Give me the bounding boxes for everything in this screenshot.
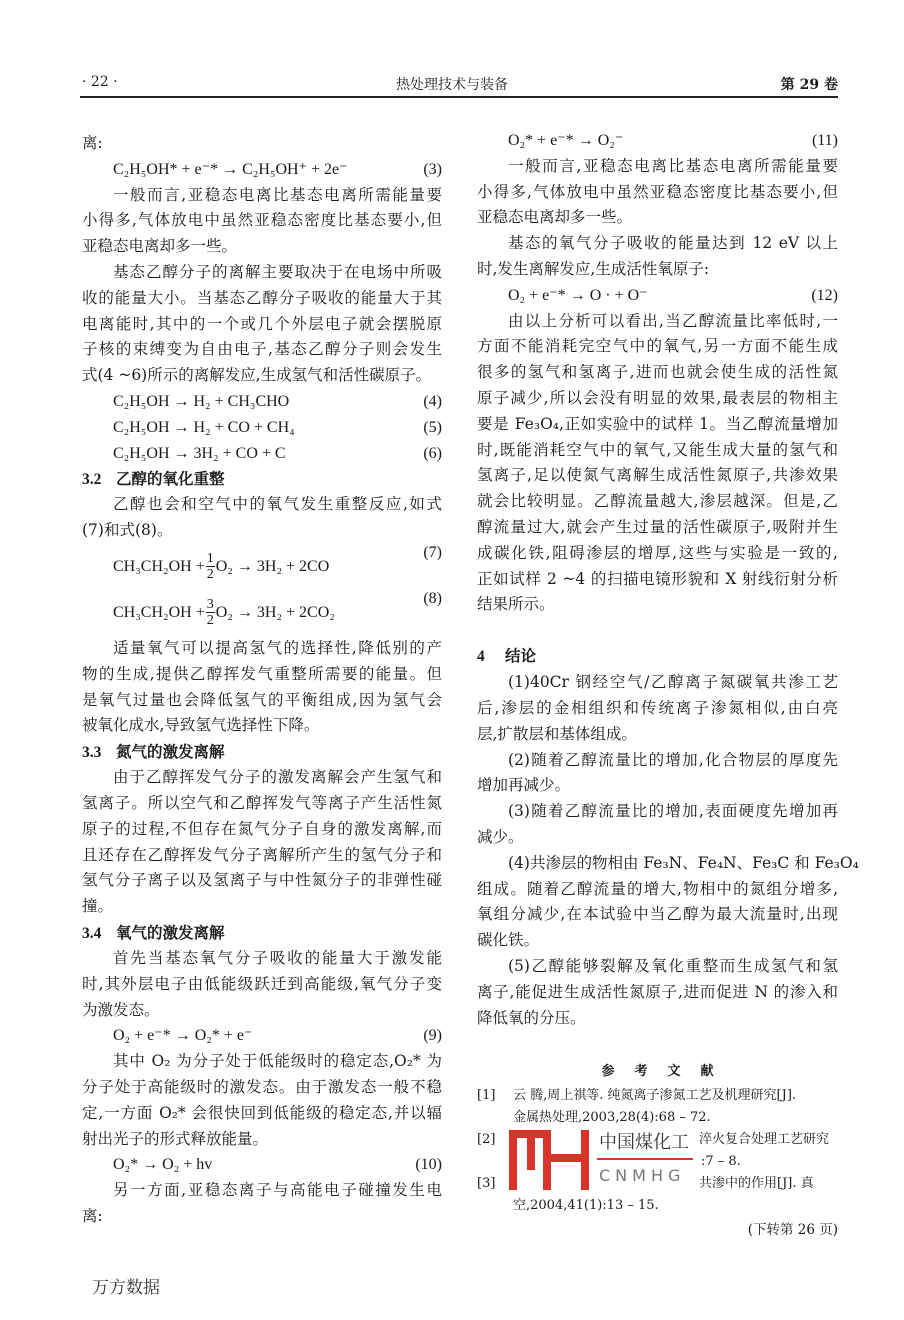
- equation-number: (11): [811, 132, 838, 149]
- text-line: 正如试样 2 ~4 的扫描电镜形貌和 X 射线衍射分析: [477, 569, 838, 588]
- equation-number: (12): [811, 286, 838, 304]
- paragraph: [477, 309, 838, 619]
- text-line: 由于乙醇挥发气分子的激发离解会产生氢气和: [113, 768, 442, 787]
- equation-prefix: CH₃CH₂OH +: [113, 557, 205, 575]
- text-line: 层,扩散层和基体组成。: [477, 724, 637, 743]
- equation-body: O₂ + e⁻* → O · + O⁻: [508, 286, 648, 304]
- text-line: 要是 Fe₃O₄,正如实验中的试样 1。当乙醇流量增加: [477, 414, 838, 433]
- paragraph: [82, 183, 442, 260]
- section-heading: [82, 920, 442, 946]
- section-number: 4: [477, 648, 485, 666]
- text-line: (4)共渗层的物相由 Fe₃N、Fe₄N、Fe₃C 和 Fe₃O₄: [508, 853, 859, 872]
- text-line: 氢离子。所以空气和乙醇挥发气等离子产生活性氮: [82, 793, 442, 812]
- reference-line: 金属热处理,2003,28(4):68 – 72.: [513, 1110, 711, 1126]
- paragraph: [477, 231, 838, 283]
- text-line: 原子的过程,不但存在氮气分子自身的激发离解,而: [82, 819, 442, 838]
- equation: [82, 157, 442, 183]
- fraction: [206, 551, 215, 582]
- journal-title: 热处理技术与装备: [396, 77, 508, 93]
- paragraph: [82, 1178, 442, 1230]
- page-number: · 22 ·: [82, 74, 118, 90]
- fraction-numerator: 1: [206, 551, 214, 567]
- text-line: 射出光子的形式释放能量。: [82, 1129, 269, 1148]
- equation: [477, 128, 838, 154]
- section-number: 3.2: [82, 471, 102, 489]
- fraction-denominator: 2: [206, 613, 214, 629]
- section-heading: [82, 739, 442, 765]
- watermark-logo: [505, 1126, 695, 1194]
- text-line: 是氧气过量也会降低氢气的平衡组成,因为氢气会: [82, 690, 442, 709]
- equation-number: (3): [423, 160, 442, 178]
- equation: [82, 415, 442, 441]
- text-line: 收的能量大小。当基态乙醇分子吸收的能量大于其: [82, 288, 442, 307]
- text-line: 减少。: [477, 827, 524, 846]
- equation: [82, 1152, 442, 1178]
- reference-line: 淬火复合处理工艺研究: [699, 1132, 830, 1148]
- text-line: 由以上分析可以看出,当乙醇流量比率低时,一: [508, 311, 838, 330]
- fraction-numerator: 3: [206, 597, 214, 613]
- left-column: [82, 131, 442, 1230]
- text-line: 氢离子,足以使氮气离解生成活性氮原子,共渗效果: [477, 466, 838, 485]
- watermark-underline: [597, 1158, 693, 1160]
- text-line: 组成。随着乙醇流量的增大,物相中的氮组分增多,: [477, 879, 838, 898]
- text-line: 被氧化成水,导致氢气选择性下降。: [82, 716, 320, 735]
- paragraph: [82, 492, 442, 544]
- equation-number: (10): [415, 1156, 442, 1174]
- equation: [82, 544, 442, 590]
- paragraph: [477, 670, 838, 747]
- text-line: 为激发态。: [82, 1000, 160, 1019]
- text-line: 一般而言,亚稳态电离比基态电离所需能量要: [508, 156, 838, 175]
- reference-line: :7 – 8.: [701, 1154, 741, 1170]
- equation: [82, 441, 442, 467]
- continued-note: (下转第 26 页): [747, 1222, 838, 1239]
- text-line: 另一方面,亚稳态离子与高能电子碰撞发生电: [113, 1181, 442, 1200]
- section-number: 3.3: [82, 744, 102, 762]
- section-title: 氮气的激发离解: [116, 742, 225, 762]
- footer-source: 万方数据: [92, 1278, 160, 1298]
- text-line: 定,一方面 O₂* 会很快回到低能级的稳定态,并以辐: [82, 1103, 442, 1122]
- text-line: 方面不能消耗完空气中的氧气,另一方面不能生成: [477, 337, 838, 356]
- equation-body: O₂ + e⁻* → O₂* + e⁻: [113, 1027, 253, 1045]
- text-line: 醇流量过大,就会产生过量的活性碳原子,吸附并生: [477, 517, 838, 536]
- equation-prefix: CH₃CH₂OH +: [113, 603, 205, 621]
- equation-number: (4): [423, 392, 442, 410]
- text-line: 首先当基态氧气分子吸收的能量大于激发能: [113, 948, 442, 967]
- paragraph: [477, 851, 859, 954]
- text-line: 基态乙醇分子的离解主要取决于在电场中所吸: [113, 262, 442, 281]
- equation-body: C₂H₅OH* + e⁻* → C₂H₅OH⁺ + 2e⁻: [113, 160, 348, 178]
- text-line: 碳化铁。: [477, 931, 540, 950]
- text-line: 基态的氧气分子吸收的能量达到 12 eV 以上: [508, 234, 838, 253]
- text-line: 时,其外层电子由低能级跃迁到高能级,氧气分子变: [82, 974, 442, 993]
- text-line: 小得多,气体放电中虽然亚稳态密度比基态要小,但: [477, 182, 838, 201]
- text-line: 分子处于高能级时的激发态。由于激发态一般不稳: [82, 1077, 442, 1096]
- text-line: 亚稳态电离却多一些。: [477, 208, 633, 227]
- text-line: 成碳化铁,阻碍渗层的增厚,这些与实验是一致的,: [477, 543, 838, 562]
- paragraph: [82, 131, 442, 157]
- text-line: 式(4 ~6)所示的离解发应,生成氢气和活性碳原子。: [82, 366, 432, 385]
- text-line: 氧组分减少,在本试验中当乙醇为最大流量时,出现: [477, 905, 838, 924]
- paragraph: [82, 946, 442, 1023]
- text-line: 亚稳态电离却多一些。: [82, 237, 238, 256]
- paragraph: [477, 954, 838, 1031]
- paragraph: [477, 154, 838, 231]
- paragraph: [477, 799, 838, 851]
- text-line: (1)40Cr 钢经空气/乙醇离子氮碳氧共渗工艺: [508, 673, 838, 692]
- paragraph: [82, 260, 442, 389]
- section-heading: [82, 466, 442, 492]
- text-line: 时,既能消耗空气中的氧气,又能生成大量的氢气和: [477, 440, 838, 459]
- reference-line: 空,2004,41(1):13 – 15.: [513, 1198, 659, 1214]
- equation: [82, 590, 442, 636]
- text-line: 离:: [82, 134, 103, 152]
- watermark-cn-text: 中国煤化工: [599, 1132, 689, 1153]
- right-column: [477, 128, 859, 1241]
- paragraph: [82, 1049, 442, 1152]
- equation-number: (7): [423, 543, 442, 561]
- section-title: 乙醇的氧化重整: [116, 469, 225, 489]
- text-line: 其中 O₂ 为分子处于低能级时的稳定态,O₂* 为: [113, 1052, 442, 1071]
- section-number: 3.4: [82, 924, 102, 942]
- equation-body: C₂H₅OH → H₂ + CH₃CHO: [113, 392, 290, 410]
- equation-body: C₂H₅OH → 3H₂ + CO + C: [113, 444, 286, 462]
- text-line: 结果所示。: [477, 595, 555, 614]
- reference-item: [477, 1085, 838, 1129]
- text-line: (7)和式(8)。: [82, 521, 173, 540]
- reference-line: 云 腾,周上祺等. 纯氮离子渗氮工艺及机理研究[J].: [513, 1088, 797, 1104]
- section-heading: [477, 643, 838, 669]
- text-line: 原子减少,所以会没有明显的效果,最表层的物相主: [477, 388, 838, 407]
- text-line: 增加再减少。: [477, 776, 571, 795]
- text-line: 离子,能促进生成活性氮原子,进而促进 N 的渗入和: [477, 982, 838, 1001]
- reference-number: [2]: [477, 1132, 496, 1148]
- equation-body: O₂* + e⁻* → O₂⁻: [508, 132, 624, 149]
- text-line: 子核的束缚变为自由电子,基态乙醇分子则会发生: [82, 340, 442, 359]
- reference-number: [3]: [477, 1176, 496, 1192]
- text-line: 很多的氢气和氢离子,进而也就会使生成的活性氮: [477, 363, 838, 382]
- equation-number: (9): [423, 1027, 442, 1045]
- text-line: 离:: [82, 1206, 103, 1225]
- text-line: 物的生成,提供乙醇挥发气重整所需要的能量。但: [82, 664, 442, 683]
- text-line: 后,渗层的金相组织和传统离子渗氮相似,由白亮: [477, 698, 838, 717]
- fraction-denominator: 2: [206, 567, 214, 583]
- header-rule: [80, 96, 838, 98]
- text-line: (2)随着乙醇流量比的增加,化合物层的厚度先: [508, 750, 838, 769]
- paragraph: [82, 765, 442, 920]
- reference-body: [513, 1085, 796, 1129]
- equation-number: (6): [423, 444, 442, 462]
- text-line: 且还存在乙醇挥发气分子离解所产生的氢气分子和: [82, 845, 442, 864]
- section-title: 结论: [505, 646, 537, 666]
- equation-body: C₂H₅OH → H₂ + CO + CH₄: [113, 418, 295, 436]
- equation: [82, 1023, 442, 1049]
- equation-number: (8): [423, 589, 442, 607]
- text-line: 撞。: [82, 897, 114, 916]
- equation-suffix: O₂ → 3H₂ + 2CO₂: [215, 603, 335, 621]
- text-line: (5)乙醇能够裂解及氧化重整而生成氢气和氢: [508, 956, 838, 975]
- text-line: 就会比较明显。乙醇流量越大,渗层越深。但是,乙: [477, 492, 838, 511]
- mh-logo-icon: [505, 1126, 597, 1190]
- reference-number: [1]: [477, 1088, 496, 1104]
- equation: [477, 283, 838, 309]
- text-line: 乙醇也会和空气中的氧气发生重整反应,如式: [113, 495, 442, 514]
- equation-body: O₂* → O₂ + hv: [113, 1156, 213, 1174]
- text-line: 氢气分子离子以及氢离子与中性氮分子的非弹性碰: [82, 871, 442, 890]
- reference-line: 共渗中的作用[J]. 真: [699, 1176, 814, 1192]
- paragraph: [82, 636, 442, 739]
- text-line: 降低氧的分压。: [477, 1008, 586, 1027]
- equation: [82, 389, 442, 415]
- paragraph: [477, 748, 838, 800]
- section-title: 氧气的激发离解: [116, 922, 225, 942]
- watermark-en-text: CNMHG: [599, 1166, 686, 1185]
- text-line: 时,发生离解发应,生成活性氧原子:: [477, 259, 710, 278]
- fraction: [206, 597, 215, 628]
- text-line: 小得多,气体放电中虽然亚稳态密度比基态要小,但: [82, 211, 442, 230]
- text-line: 电离能时,其中的一个或几个外层电子就会摆脱原: [82, 314, 442, 333]
- volume-label: 第 29 卷: [780, 77, 838, 93]
- text-line: 一般而言,亚稳态电离比基态电离所需能量要: [113, 185, 442, 204]
- equation-suffix: O₂ → 3H₂ + 2CO: [215, 557, 330, 575]
- equation-number: (5): [423, 418, 442, 436]
- text-line: 适量氧气可以提高氢气的选择性,降低别的产: [113, 638, 442, 657]
- text-line: (3)随着乙醇流量比的增加,表面硬度先增加再: [508, 802, 838, 821]
- references-title: 参考文献: [601, 1064, 734, 1080]
